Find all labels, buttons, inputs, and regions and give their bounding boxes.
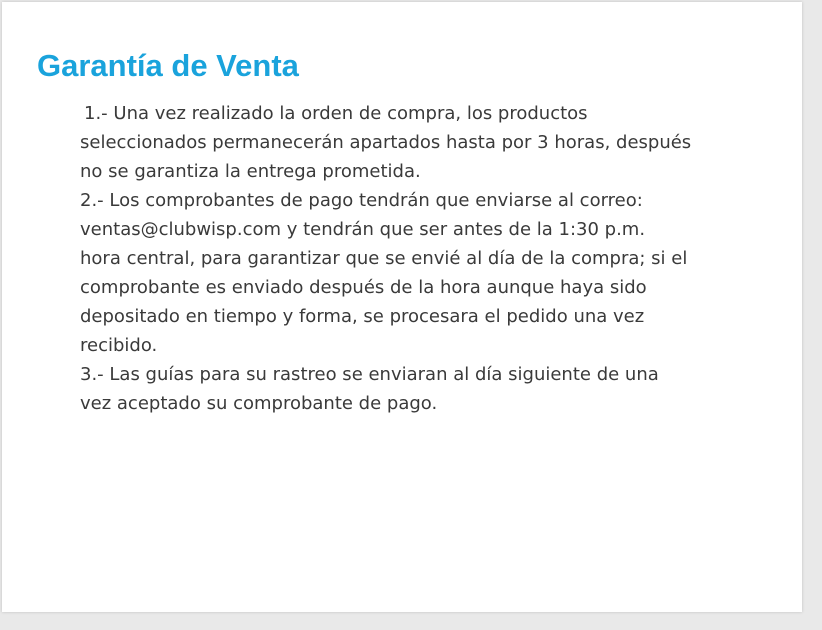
text-line-3: no se garantiza la entrega prometida. bbox=[80, 161, 421, 182]
text-line-4: 2.- Los comprobantes de pago tendrán que enviarse al correo: bbox=[80, 190, 643, 211]
text-line-6: hora central, para garantizar que se envié al día de la compra; si el bbox=[80, 248, 688, 269]
text-line-10: 3.- Las guías para su rastreo se enviaran al día siguiente de una bbox=[80, 364, 659, 385]
text-line-1: 1.- Una vez realizado la orden de compra, los productos bbox=[84, 103, 588, 124]
text-line-5: ventas@clubwisp.com y tendrán que ser antes de la 1:30 p.m. bbox=[80, 219, 646, 240]
section-title: Garantía de Venta bbox=[37, 48, 299, 83]
text-line-9: recibido. bbox=[80, 335, 158, 356]
content-card bbox=[2, 2, 802, 612]
text-line-7: comprobante es enviado después de la hora aunque haya sido bbox=[80, 277, 647, 298]
text-line-2: seleccionados permanecerán apartados hasta por 3 horas, después bbox=[80, 132, 692, 153]
text-line-11: vez aceptado su comprobante de pago. bbox=[80, 393, 438, 414]
text-line-8: depositado en tiempo y forma, se procesara el pedido una vez bbox=[80, 306, 645, 327]
warranty-text bbox=[80, 99, 720, 418]
